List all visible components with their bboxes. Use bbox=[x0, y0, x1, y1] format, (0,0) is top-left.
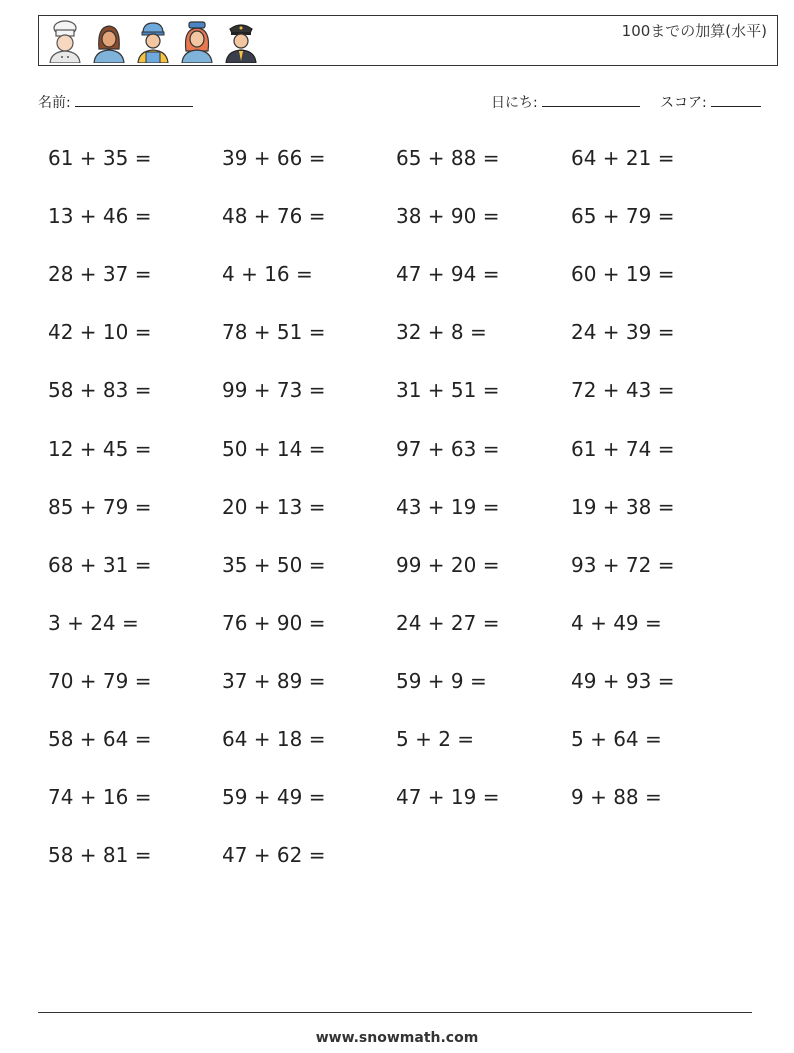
problem-item: 47 + 19 = bbox=[396, 785, 500, 810]
problem-item: 47 + 94 = bbox=[396, 262, 500, 287]
problem-item: 38 + 90 = bbox=[396, 204, 500, 229]
problem-item: 24 + 39 = bbox=[571, 320, 675, 345]
problem-item: 58 + 81 = bbox=[48, 843, 152, 868]
problem-item: 99 + 20 = bbox=[396, 552, 500, 577]
problem-item: 31 + 51 = bbox=[396, 378, 500, 403]
problem-item: 70 + 79 = bbox=[48, 668, 152, 693]
date-label: 日にち: bbox=[491, 95, 538, 111]
problem-item: 50 + 14 = bbox=[222, 436, 326, 461]
problem-item: 37 + 89 = bbox=[222, 668, 326, 693]
problem-item: 12 + 45 = bbox=[48, 436, 152, 461]
problem-item: 93 + 72 = bbox=[571, 552, 675, 577]
mechanic-icon bbox=[133, 19, 173, 63]
score-blank[interactable] bbox=[711, 92, 761, 107]
problem-item: 64 + 21 = bbox=[571, 146, 675, 170]
problem-item: 42 + 10 = bbox=[48, 320, 152, 345]
problem-item: 99 + 73 = bbox=[222, 378, 326, 403]
woman-worker-icon bbox=[89, 19, 129, 63]
problem-item: 61 + 35 = bbox=[48, 146, 152, 170]
problem-item: 5 + 64 = bbox=[571, 727, 662, 751]
chef-icon bbox=[45, 19, 85, 63]
problem-item: 47 + 62 = bbox=[222, 843, 326, 868]
problem-item: 65 + 79 = bbox=[571, 204, 675, 229]
problem-item: 97 + 63 = bbox=[396, 436, 500, 461]
problem-item: 28 + 37 = bbox=[48, 262, 152, 287]
worksheet-title: 100までの加算(水平) bbox=[621, 22, 767, 40]
problem-item: 59 + 49 = bbox=[222, 785, 326, 810]
score-field bbox=[660, 92, 761, 112]
worksheet-header bbox=[38, 15, 778, 66]
problem-item: 4 + 49 = bbox=[571, 610, 662, 635]
name-blank[interactable] bbox=[75, 92, 193, 107]
problem-item: 72 + 43 = bbox=[571, 378, 675, 403]
problem-item: 48 + 76 = bbox=[222, 204, 326, 229]
problem-item: 9 + 88 = bbox=[571, 785, 662, 810]
problem-item: 13 + 46 = bbox=[48, 204, 152, 229]
name-label: 名前: bbox=[38, 95, 71, 111]
problem-item: 20 + 13 = bbox=[222, 494, 326, 519]
problem-item: 78 + 51 = bbox=[222, 320, 326, 345]
avatar-row bbox=[45, 19, 261, 63]
problem-item: 61 + 74 = bbox=[571, 436, 675, 461]
problem-item: 60 + 19 = bbox=[571, 262, 675, 287]
footer-divider bbox=[38, 1012, 752, 1013]
police-officer-icon bbox=[221, 19, 261, 63]
footer-url: www.snowmath.com bbox=[315, 1030, 479, 1046]
score-label: スコア: bbox=[660, 95, 707, 111]
problem-item: 58 + 83 = bbox=[48, 378, 152, 403]
problem-item: 58 + 64 = bbox=[48, 727, 152, 751]
problem-item: 85 + 79 = bbox=[48, 494, 152, 519]
problem-item: 32 + 8 = bbox=[396, 320, 487, 345]
problem-item: 35 + 50 = bbox=[222, 552, 326, 577]
date-field bbox=[491, 92, 640, 112]
problem-item: 49 + 93 = bbox=[571, 668, 675, 693]
problem-item: 74 + 16 = bbox=[48, 785, 152, 810]
problem-item: 43 + 19 = bbox=[396, 494, 500, 519]
problem-item: 64 + 18 = bbox=[222, 727, 326, 751]
problem-item: 65 + 88 = bbox=[396, 146, 500, 170]
woman-officer-icon bbox=[177, 19, 217, 63]
problem-item: 4 + 16 = bbox=[222, 262, 313, 287]
problem-item: 68 + 31 = bbox=[48, 552, 152, 577]
problem-item: 24 + 27 = bbox=[396, 610, 500, 635]
date-blank[interactable] bbox=[542, 92, 640, 107]
problem-item: 76 + 90 = bbox=[222, 610, 326, 635]
problem-item: 59 + 9 = bbox=[396, 668, 487, 693]
problem-item: 5 + 2 = bbox=[396, 727, 475, 751]
name-field bbox=[38, 92, 193, 112]
problem-item: 3 + 24 = bbox=[48, 610, 139, 635]
problem-item: 39 + 66 = bbox=[222, 146, 326, 170]
problem-item: 19 + 38 = bbox=[571, 494, 675, 519]
